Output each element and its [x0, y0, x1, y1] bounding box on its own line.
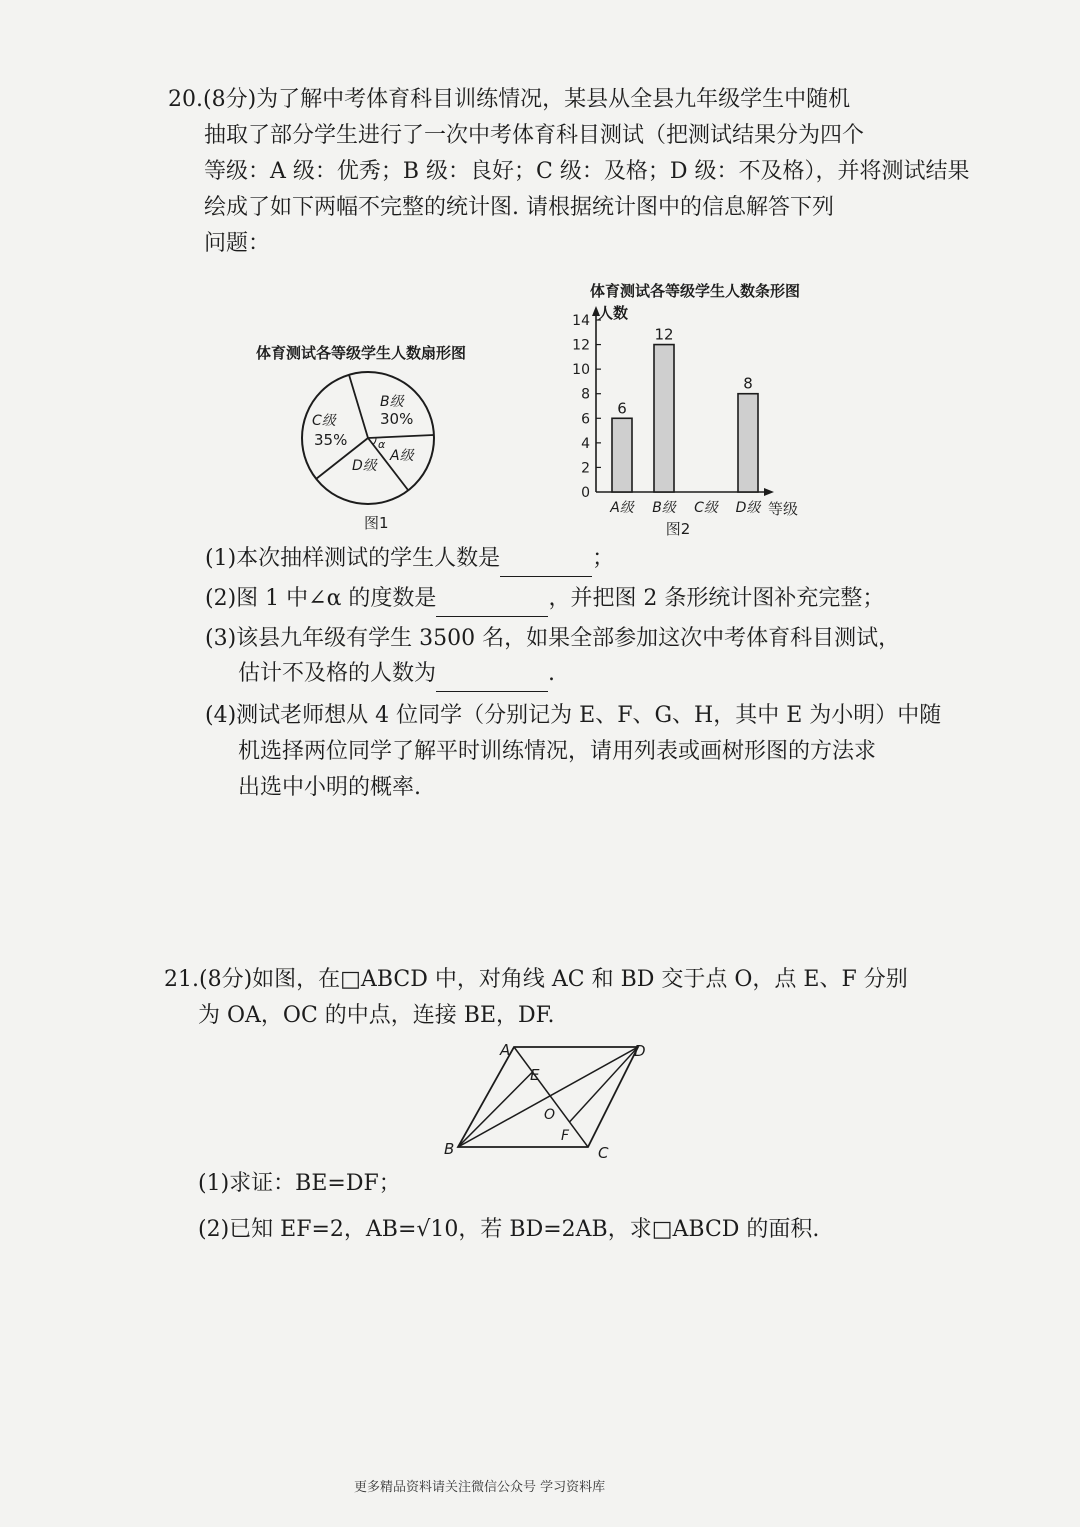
x-category-label: D级 [735, 500, 761, 516]
q20-sub4-line-3: 出选中小明的概率. [238, 775, 421, 800]
pie-label-b: B级 [380, 394, 404, 410]
y-tick-label: 14 [572, 313, 590, 329]
q20-line-5: 问题： [204, 231, 271, 256]
bar-chart-title: 体育测试各等级学生人数条形图 [590, 282, 801, 300]
pie-label-b-pct: 30% [380, 410, 414, 428]
pie-label-a: A级 [390, 448, 414, 464]
q20-sub3-line2 [238, 656, 555, 692]
pie-chart [240, 366, 530, 536]
x-category-label: B级 [652, 500, 676, 516]
point-label-a: A [500, 1041, 511, 1059]
q20-sub1-text: (1)本次抽样测试的学生人数是 [205, 546, 501, 571]
pie-divider-top [349, 375, 368, 438]
point-label-o: O [544, 1107, 556, 1123]
y-tick-label: 8 [581, 386, 590, 403]
y-tick-label: 6 [581, 411, 590, 428]
y-tick-label: 4 [581, 435, 590, 452]
segment-df [570, 1047, 639, 1122]
point-label-d: D [634, 1042, 646, 1060]
y-axis-label: 人数 [598, 304, 629, 322]
q20-line-1: 20.(8分)为了解中考体育科目训练情况，某县从全县九年级学生中随机 [168, 87, 851, 112]
q20-sub3-text: 估计不及格的人数为 [238, 661, 437, 686]
pie-label-d: D级 [352, 458, 377, 474]
question-20 [168, 82, 970, 262]
q21-line-1: 21.(8分)如图，在□ABCD 中，对角线 AC 和 BD 交于点 O，点 E、F 分别 [164, 967, 908, 992]
bar-data-label: 6 [617, 399, 627, 418]
diagonal-ac [514, 1047, 588, 1147]
bar-figure [560, 278, 850, 540]
x-category-label: A级 [610, 500, 634, 516]
y-tick-label: 12 [572, 337, 590, 354]
q21-sub2: (2)已知 EF=2，AB=√10，若 BD=2AB，求□ABCD 的面积. [198, 1217, 820, 1242]
pie-figure [240, 338, 530, 538]
x-category-label: C级 [694, 500, 718, 516]
pie-label-alpha: α [378, 438, 386, 451]
q21-sub1: (1)求证：BE=DF； [198, 1171, 401, 1196]
page-footer: 更多精品资料请关注微信公众号 学习资料库 [354, 1480, 606, 1495]
point-label-e: E [530, 1066, 540, 1084]
pie-label-c-pct: 35% [314, 431, 348, 449]
q20-sub1-end: ； [592, 546, 615, 571]
parallelogram-figure [430, 1035, 670, 1165]
q20-sub1 [205, 541, 614, 577]
y-tick-label: 0 [581, 485, 590, 501]
q20-sub2 [205, 581, 884, 617]
bar-chart [560, 298, 850, 540]
q20-answer-blank-3[interactable] [436, 665, 548, 692]
q20-answer-blank-2[interactable] [436, 590, 548, 617]
bar-B级 [654, 345, 674, 492]
q20-line-3: 等级：A 级：优秀；B 级：良好；C 级：及格；D 级：不及格），并将测试结果 [204, 159, 970, 184]
q20-line-4: 绘成了如下两幅不完整的统计图. 请根据统计图中的信息解答下列 [204, 195, 834, 220]
q20-sub2-end: ，并把图 2 条形统计图补充完整； [548, 586, 885, 611]
x-axis-arrow [764, 488, 774, 496]
bar-D级 [738, 394, 758, 492]
q20-sub4-line-2: 机选择两位同学了解平时训练情况，请用列表或画树形图的方法求 [238, 739, 877, 764]
pie-title: 体育测试各等级学生人数扇形图 [256, 344, 467, 362]
bar-chart-caption: 图2 [665, 520, 691, 538]
point-label-c: C [598, 1144, 609, 1162]
q20-sub4 [205, 698, 941, 806]
segment-be [458, 1072, 533, 1147]
bar-data-label: 12 [654, 325, 674, 344]
bar-A级 [612, 418, 632, 492]
q21-line-2: 为 OA，OC 的中点，连接 BE，DF. [198, 1003, 555, 1028]
q20-sub4-line-1: (4)测试老师想从 4 位同学（分别记为 E、F、G、H，其中 E 为小明）中随 [205, 703, 942, 728]
bar-data-label: 8 [743, 374, 753, 393]
pie-caption: 图1 [364, 514, 389, 532]
y-tick-label: 2 [581, 460, 590, 477]
q20-answer-blank-1[interactable] [500, 550, 592, 577]
point-label-b: B [444, 1140, 455, 1158]
y-tick-label: 10 [572, 362, 590, 379]
q20-sub3-line1: (3)该县九年级有学生 3500 名，如果全部参加这次中考体育科目测试， [205, 626, 901, 651]
q20-sub3-end: . [548, 661, 556, 686]
q20-sub2-text: (2)图 1 中∠α 的度数是 [205, 586, 437, 611]
q20-line-2: 抽取了部分学生进行了一次中考体育科目测试（把测试结果分为四个 [204, 123, 865, 148]
point-label-f: F [561, 1128, 570, 1144]
x-axis-label: 等级 [768, 500, 799, 518]
pie-label-c: C级 [312, 413, 336, 429]
question-21 [164, 962, 908, 1034]
